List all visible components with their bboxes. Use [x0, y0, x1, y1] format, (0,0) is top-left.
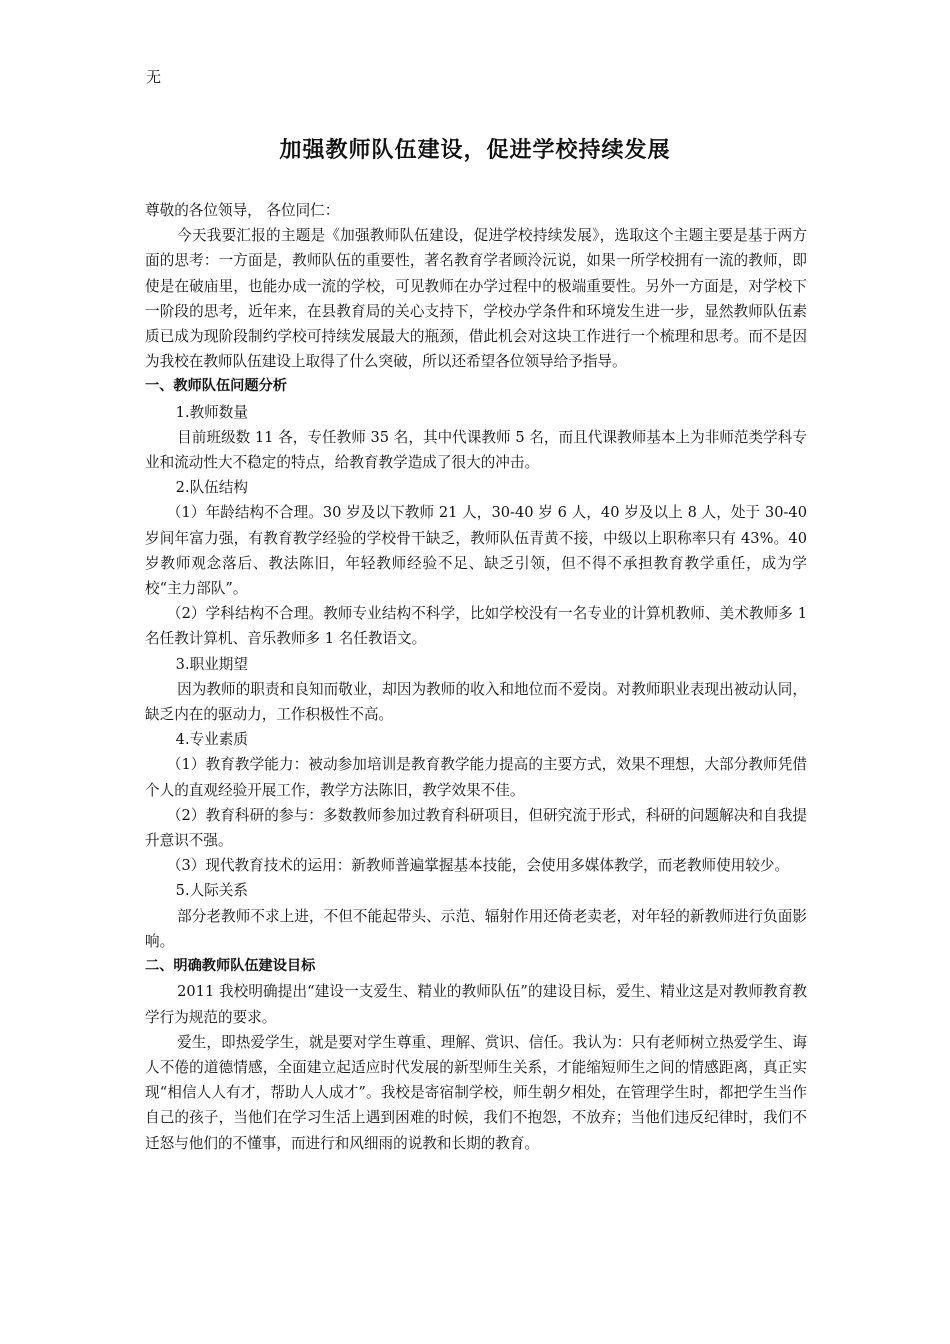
sub5-text: 部分老教师不求上进，不但不能起带头、示范、辐射作用还倚老卖老，对年轻的新教师进行负面影响。 — [145, 907, 807, 950]
document-title: 加强教师队伍建设，促进学校持续发展 — [279, 137, 671, 163]
salutation: 尊敬的各位领导， 各位同仁： — [145, 202, 340, 219]
sub1-title: 1.教师数量 — [175, 403, 248, 421]
document-body — [145, 198, 807, 1156]
sub3-text: 因为教师的职责和良知而敬业，却因为教师的收入和地位而不爱岗。对教师职业表现出被动认同，缺乏内在的驱动力，工作积极性不高。 — [145, 680, 807, 724]
sub4-paragraph-2: （2）教育科研的参与：多数教师参加过教育科研项目，但研究流于形式，科研的问题解决和自我提升意识不强。 — [145, 806, 807, 850]
header-mark: 无 — [146, 68, 162, 86]
section2-heading: 二、明确教师队伍建设目标 — [145, 958, 316, 975]
sub4-paragraph-1: （1）教育教学能力：被动参加培训是教育教学能力提高的主要方式，效果不理想，大部分教师凭借个人的直观经验开展工作，教学方法陈旧，教学效果不佳。 — [145, 756, 807, 799]
sub4-paragraph-3: （3）现代教育技术的运用：新教师普遍掌握基本技能，会使用多媒体教学，而老教师使用较少。 — [166, 857, 790, 875]
sub5-title: 5.人际关系 — [175, 882, 248, 900]
section1-heading: 一、教师队伍问题分析 — [145, 378, 287, 395]
sub1-text: 目前班级数 11 各，专任教师 35 名，其中代课教师 5 名，而且代课教师基本上为非师范类学科专业和流动性大不稳定的特点，给教育教学造成了很大的冲击。 — [145, 428, 807, 472]
sub3-title: 3.职业期望 — [175, 655, 248, 673]
intro-paragraph: 今天我要汇报的主题是《加强教师队伍建设，促进学校持续发展》，选取这个主题主要是基于两方面的思考：一方面是，教师队伍的重要性，著名教育学者顾泠沅说，如果一所学校拥有一流的教师，即使是在破庙里，也能办成一流的学校，可见教师在办学过程中的极端重要性。另外一方面是，对学校下一阶段的思考，近年来，在县教育局的关心支持下，学校办学条件和环境发生进一步，显然教师队伍素质已成为现阶段制约学校可持续发展最大的瓶颈，借此机会对这块工作进行一个梳理和思考。而不是因为我校在教师队伍建设上取得了什么突破，所以还希望各位领导给予指导。 — [145, 227, 807, 371]
sub2-paragraph-2: （2）学科结构不合理。教师专业结构不科学，比如学校没有一名专业的计算机教师、美术教师多 1 名任教计算机、音乐教师多 1 名任教语文。 — [145, 605, 807, 648]
sub2-title: 2.队伍结构 — [175, 479, 248, 497]
sub4-title: 4.专业素质 — [175, 731, 248, 749]
sub2-paragraph-1: （1）年龄结构不合理。30 岁及以下教师 21 人，30-40 岁 6 人，40 岁及以上 8 人，处于 30-40 岁间年富力强，有教育教学经验的学校骨干缺乏，教师队伍青黄不接，中级以上职称率只有 43%。40 岁教师观念落后、教法陈旧，年轻教师经验不足、缺乏引领，但不得不承担教育教学重任，成为学校“主力部队”。 — [145, 504, 807, 598]
section2-paragraph-1: 2011 我校明确提出“建设一支爱生、精业的教师队伍”的建设目标，爱生、精业这是对教师教育教学行为规范的要求。 — [145, 983, 807, 1026]
section2-paragraph-2: 爱生，即热爱学生，就是要对学生尊重、理解、赏识、信任。我认为：只有老师树立热爱学生、诲人不倦的道德情感，全面建立起适应时代发展的新型师生关系，才能缩短师生之间的情感距离，真正实现“相信人人有才，帮助人人成才”。我校是寄宿制学校，师生朝夕相处，在管理学生时，都把学生当作自己的孩子，当他们在学习生活上遇到困难的时候，我们不抱怨，不放弃；当他们违反纪律时，我们不迁怒与他们的不懂事，而进行和风细雨的说教和长期的教育。 — [145, 1033, 807, 1152]
